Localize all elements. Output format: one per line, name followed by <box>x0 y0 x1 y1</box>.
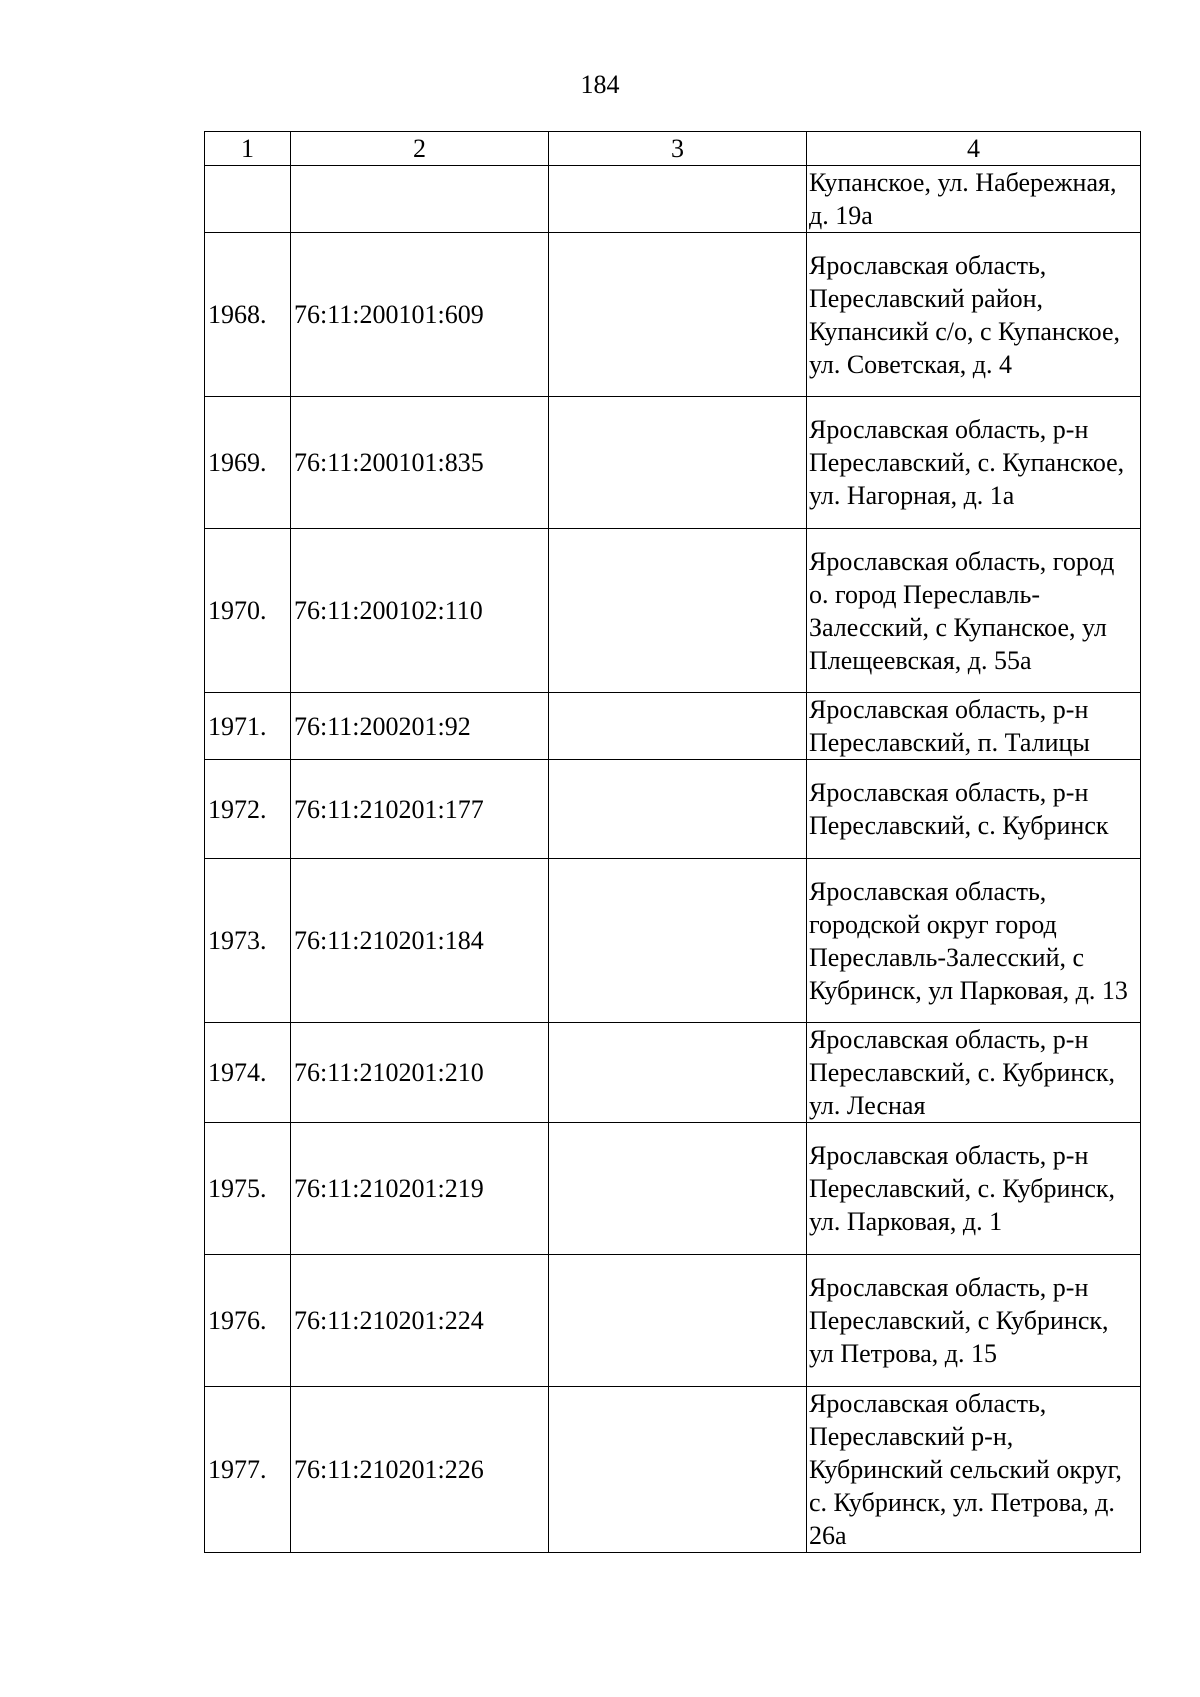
cadastral-number: 76:11:210201:224 <box>291 1255 549 1387</box>
column-3-cell <box>549 1023 807 1123</box>
cadastral-number: 76:11:200101:609 <box>291 233 549 397</box>
address: Ярославская область, р-н Переславский, с. Кубринск, ул. Лесная <box>807 1023 1141 1123</box>
address: Ярославская область, р-н Переславский, с. Купанское, ул. Нагорная, д. 1а <box>807 397 1141 529</box>
address: Ярославская область, р-н Переславский, п. Талицы <box>807 693 1141 760</box>
table-row <box>205 1023 1141 1123</box>
row-number: 1970. <box>205 529 291 693</box>
cadastral-number: 76:11:200101:835 <box>291 397 549 529</box>
page-number: 184 <box>580 70 620 99</box>
column-3-cell <box>549 1123 807 1255</box>
column-3-cell <box>549 166 807 233</box>
row-number: 1975. <box>205 1123 291 1255</box>
table-row <box>205 760 1141 859</box>
column-3-cell <box>549 693 807 760</box>
row-number: 1976. <box>205 1255 291 1387</box>
address: Ярославская область, город о. город Переславль-Залесский, с Купанское, ул Плещеевская, д. 55а <box>807 529 1141 693</box>
column-3-cell <box>549 397 807 529</box>
table-row <box>205 529 1141 693</box>
table-row <box>205 859 1141 1023</box>
row-number: 1977. <box>205 1387 291 1553</box>
table-row <box>205 1255 1141 1387</box>
column-3-cell <box>549 233 807 397</box>
column-3-cell <box>549 1255 807 1387</box>
table-row <box>205 1123 1141 1255</box>
address: Ярославская область, Переславский район, Купансикй с/о, с Купанское, ул. Советская, д. 4 <box>807 233 1141 397</box>
cadastral-number: 76:11:210201:210 <box>291 1023 549 1123</box>
address: Ярославская область, городской округ город Переславль-Залесский, с Кубринск, ул Парковая, д. 13 <box>807 859 1141 1023</box>
table-row <box>205 397 1141 529</box>
column-header: 2 <box>291 132 549 166</box>
table-row <box>205 233 1141 397</box>
column-header: 3 <box>549 132 807 166</box>
table-row <box>205 693 1141 760</box>
cadastral-number <box>291 166 549 233</box>
address: Ярославская область, р-н Переславский, с. Кубринск, ул. Парковая, д. 1 <box>807 1123 1141 1255</box>
row-number: 1972. <box>205 760 291 859</box>
column-3-cell <box>549 529 807 693</box>
cadastral-number: 76:11:210201:177 <box>291 760 549 859</box>
row-number: 1968. <box>205 233 291 397</box>
address: Ярославская область, Переславский р-н, Кубринский сельский округ, с. Кубринск, ул. Петрова, д. 26а <box>807 1387 1141 1553</box>
table-row <box>205 1387 1141 1553</box>
cadastral-number: 76:11:210201:226 <box>291 1387 549 1553</box>
address: Ярославская область, р-н Переславский, с. Кубринск <box>807 760 1141 859</box>
column-3-cell <box>549 760 807 859</box>
column-3-cell <box>549 859 807 1023</box>
cadastral-number: 76:11:210201:219 <box>291 1123 549 1255</box>
column-header: 1 <box>205 132 291 166</box>
row-number: 1971. <box>205 693 291 760</box>
cadastral-number: 76:11:200201:92 <box>291 693 549 760</box>
column-3-cell <box>549 1387 807 1553</box>
cadastral-number: 76:11:200102:110 <box>291 529 549 693</box>
cadastral-number: 76:11:210201:184 <box>291 859 549 1023</box>
row-number <box>205 166 291 233</box>
row-number: 1969. <box>205 397 291 529</box>
registry-table <box>204 131 1141 1553</box>
address: Ярославская область, р-н Переславский, с Кубринск, ул Петрова, д. 15 <box>807 1255 1141 1387</box>
address: Купанское, ул. Набережная, д. 19а <box>807 166 1141 233</box>
column-header: 4 <box>807 132 1141 166</box>
row-number: 1974. <box>205 1023 291 1123</box>
row-number: 1973. <box>205 859 291 1023</box>
table-row <box>205 166 1141 233</box>
table-header-row <box>205 132 1141 166</box>
